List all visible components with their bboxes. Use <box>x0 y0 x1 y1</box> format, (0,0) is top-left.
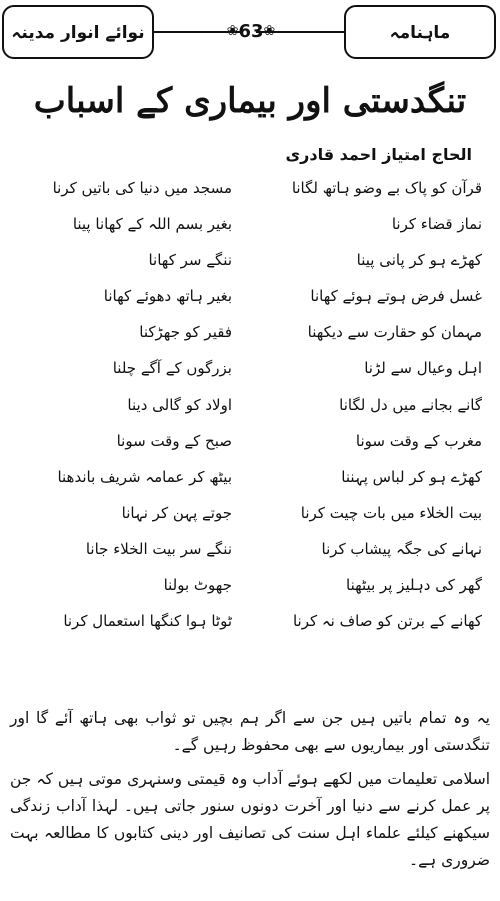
header-rule-left <box>154 31 242 33</box>
list-item: مہمان کو حقارت سے دیکھنا <box>307 323 482 342</box>
article-title: تنگدستی اور بیماری کے اسباب <box>33 81 467 121</box>
list-item: صبح کے وقت سونا <box>116 431 232 450</box>
list-item: ننگے سر بیت الخلاء جانا <box>85 539 232 558</box>
page-number: 63 <box>238 20 264 42</box>
list-item: اولاد کو گالی دینا <box>127 395 232 414</box>
list-item: ٹوٹا ہوا کنگھا استعمال کرنا <box>63 612 232 631</box>
closing-paragraph: اسلامی تعلیمات میں لکھے ہوئے آداب وہ قیمتی وسنہری موتی ہیں کہ جن پر عمل کرنے سے دنیا اور آخرت دونوں سنور جاتی ہیں۔ لہذا آداب زندگی سیکھنے کیلئے علماء اہل سنت کی تصانیف اور دینی کتابوں کا مطالعہ بہت ضروری ہے۔ <box>10 770 490 869</box>
list-item: گھر کی دہلیز پر بیٹھنا <box>346 576 482 595</box>
list-item: کھانے کے برتن کو صاف نہ کرنا <box>292 612 482 631</box>
list-item: جھوٹ بولنا <box>163 576 232 595</box>
summary-paragraph: یہ وہ تمام باتیں ہیں جن سے اگر ہم بچیں تو ثواب بھی ہاتھ آئے گا اور تنگدستی اور بیماریوں سے بھی محفوظ رہیں گے۔ <box>10 709 490 754</box>
magazine-label-box <box>344 5 496 59</box>
list-item: جوتے پہن کر نہانا <box>121 503 232 522</box>
list-item: فقیر کو جھڑکنا <box>139 323 232 342</box>
publication-name: نوائے انوار مدینہ <box>11 22 145 43</box>
list-item: بغیر بسم اللہ کے کھانا پینا <box>72 215 232 234</box>
list-item: بیٹھ کر عمامہ شریف باندھنا <box>57 467 232 486</box>
magazine-label: ماہنامہ <box>389 22 451 43</box>
ornament-left-icon: ❀ <box>226 23 239 39</box>
list-item: بیت الخلاء میں بات چیت کرنا <box>300 503 482 522</box>
list-item: نماز قضاء کرنا <box>391 215 482 234</box>
causes-list-right <box>252 170 482 639</box>
list-item: کھڑے ہو کر پانی پینا <box>356 251 482 270</box>
list-item: غسل فرض ہوتے ہوئے کھانا <box>310 287 482 306</box>
list-item: نہانے کی جگہ پیشاب کرنا <box>321 539 482 558</box>
list-item: اہل وعیال سے لڑنا <box>364 359 482 378</box>
list-item: قرآن کو پاک بے وضو ہاتھ لگانا <box>291 179 482 197</box>
causes-list-left <box>2 170 232 639</box>
list-item: بزرگوں کے آگے چلنا <box>112 359 232 378</box>
ornament-right-icon: ❀ <box>263 23 276 39</box>
list-item: مغرب کے وقت سونا <box>355 431 482 450</box>
article-author: الحاج امتیاز احمد قادری <box>285 145 472 164</box>
page-header <box>2 3 498 63</box>
list-item: گانے بجانے میں دل لگانا <box>339 395 482 414</box>
list-item: بغیر ہاتھ دھوئے کھانا <box>103 287 232 306</box>
list-item: ننگے سر کھانا <box>148 251 232 270</box>
list-item: مسجد میں دنیا کی باتیں کرنا <box>52 179 232 197</box>
publication-box <box>2 5 154 59</box>
list-item: کھڑے ہو کر لباس پہننا <box>341 467 482 486</box>
